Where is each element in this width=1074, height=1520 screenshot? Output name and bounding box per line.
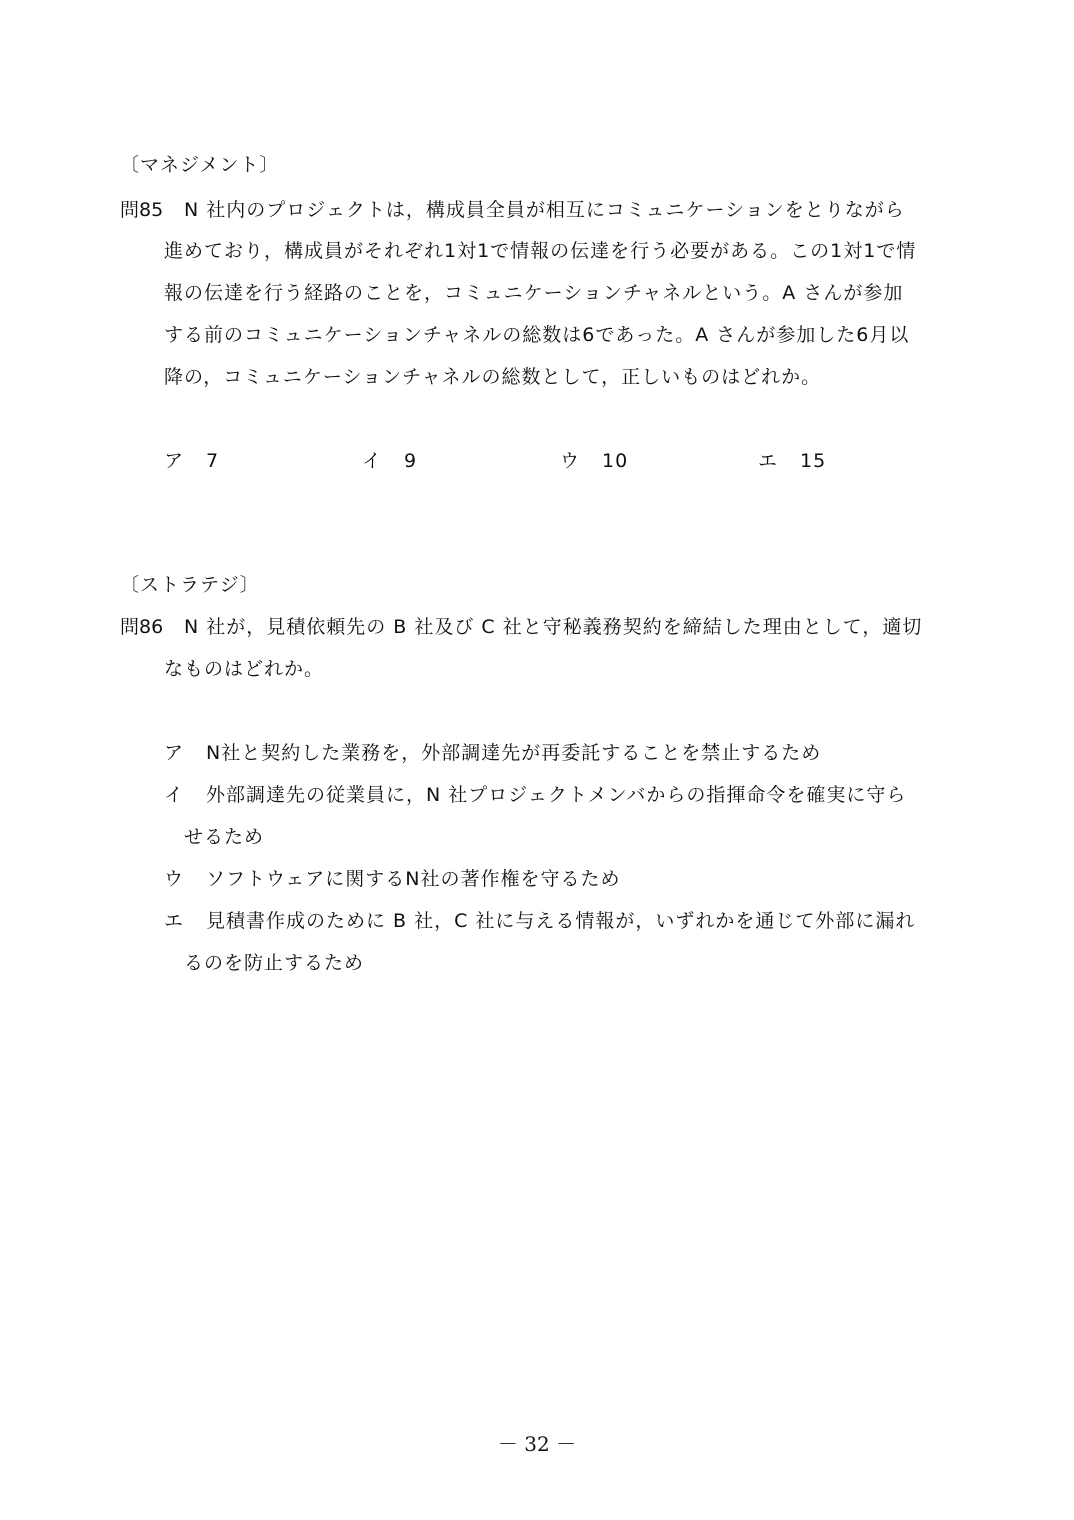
q85-choice-e: [758, 446, 826, 473]
choice-label: ウ: [560, 450, 581, 472]
choice-label: イ: [362, 450, 383, 472]
choice-text: N社と契約した業務を，外部調達先が再委託することを禁止するため: [206, 742, 822, 764]
choice-label: エ: [164, 910, 185, 932]
q86-choice-a: [164, 738, 821, 765]
choice-text: ソフトウェアに関するN社の著作権を守るため: [206, 868, 621, 890]
q85-choice-a: [164, 446, 219, 473]
question-85-line-1: N 社内のプロジェクトは，構成員全員が相互にコミュニケーションをとりながら: [184, 199, 905, 221]
q85-choice-u: [560, 446, 628, 473]
choice-label: イ: [164, 784, 185, 806]
page-number: － 32 －: [497, 1432, 577, 1456]
choice-label: ア: [164, 742, 185, 764]
choice-text: 外部調達先の従業員に，N 社プロジェクトメンバからの指揮命令を確実に守ら: [206, 784, 907, 806]
choice-text: 見積書作成のために B 社，C 社に与える情報が，いずれかを通じて外部に漏れ: [206, 910, 916, 932]
question-85-number: 問85: [120, 199, 164, 221]
q86-choice-i-continuation: せるため: [184, 826, 265, 848]
q86-choice-u: [164, 864, 620, 891]
choice-label: ウ: [164, 868, 185, 890]
question-85-line-5: 降の，コミュニケーションチャネルの総数として，正しいものはどれか。: [164, 366, 822, 388]
section-heading-management: 〔マネジメント〕: [120, 154, 280, 176]
choice-text: 9: [404, 450, 418, 472]
question-85-line-4: する前のコミュニケーションチャネルの総数は6であった。A さんが参加した6月以: [164, 324, 910, 346]
q86-choice-i: [164, 780, 906, 807]
choice-label: エ: [758, 450, 779, 472]
choice-label: ア: [164, 450, 185, 472]
q86-choice-e-continuation: るのを防止するため: [184, 952, 365, 974]
question-86-number: 問86: [120, 616, 164, 638]
choice-text: 15: [800, 450, 827, 472]
question-86-line-1: N 社が，見積依頼先の B 社及び C 社と守秘義務契約を締結した理由として，適切: [184, 616, 923, 638]
choice-text: 10: [602, 450, 629, 472]
choice-text: 7: [206, 450, 220, 472]
q86-choice-e: [164, 906, 915, 933]
q85-choice-i: [362, 446, 417, 473]
question-85-line-3: 報の伝達を行う経路のことを，コミュニケーションチャネルという。A さんが参加: [164, 282, 904, 304]
section-heading-strategy: 〔ストラテジ〕: [120, 574, 260, 596]
question-85-line-2: 進めており，構成員がそれぞれ1対1で情報の伝達を行う必要がある。この1対1で情: [164, 240, 917, 262]
question-86-line-2: なものはどれか。: [164, 658, 325, 680]
